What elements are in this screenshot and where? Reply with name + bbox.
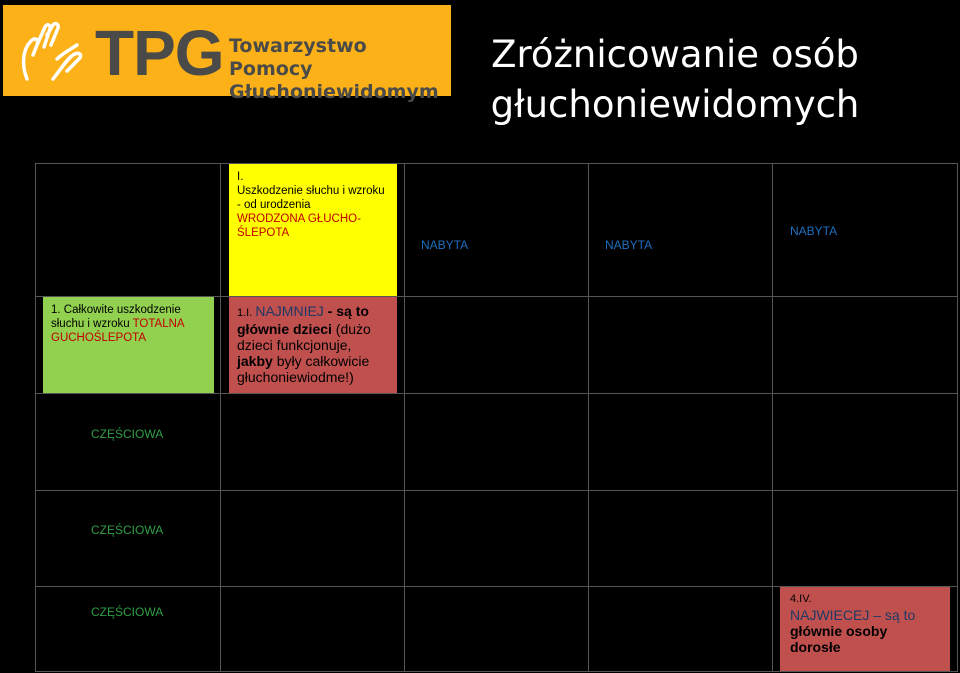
header-acquired-1: NABYTA [421, 238, 469, 252]
least-cell: 1.I. NAJMNIEJ - są to głównie dzieci (dużo dzieci funkcjonuje, jakby były całkowicie głuchoniewiodme!) [229, 297, 397, 393]
header-acquired-2: NABYTA [605, 238, 653, 252]
row-label-partial-2: CZĘŚCIOWA [91, 523, 164, 537]
total-deafblindness-cell: 1. Całkowite uszkodzenie słuchu i wzroku TOTALNA GUCHOŚLEPOTA [43, 297, 214, 393]
most-cell: 4.IV. NAJWIECEJ – są to głównie osoby dorosłe [780, 587, 950, 671]
hands-icon [17, 19, 87, 85]
logo-abbr: TPG [95, 17, 224, 89]
row-label-partial-3: CZĘŚCIOWA [91, 605, 164, 619]
header-acquired-3: NABYTA [790, 224, 838, 238]
tpg-logo [3, 5, 451, 103]
congenital-cell: I. Uszkodzenie słuchu i wzroku - od urodzenia WRODZONA GŁUCHO- ŚLEPOTA [229, 164, 397, 296]
page-title: Zróżnicowanie osób głuchoniewidomych [490, 33, 860, 126]
logo-name: Towarzystwo Pomocy Głuchoniewidomym [229, 35, 439, 103]
row-label-partial-1: CZĘŚCIOWA [91, 427, 164, 441]
